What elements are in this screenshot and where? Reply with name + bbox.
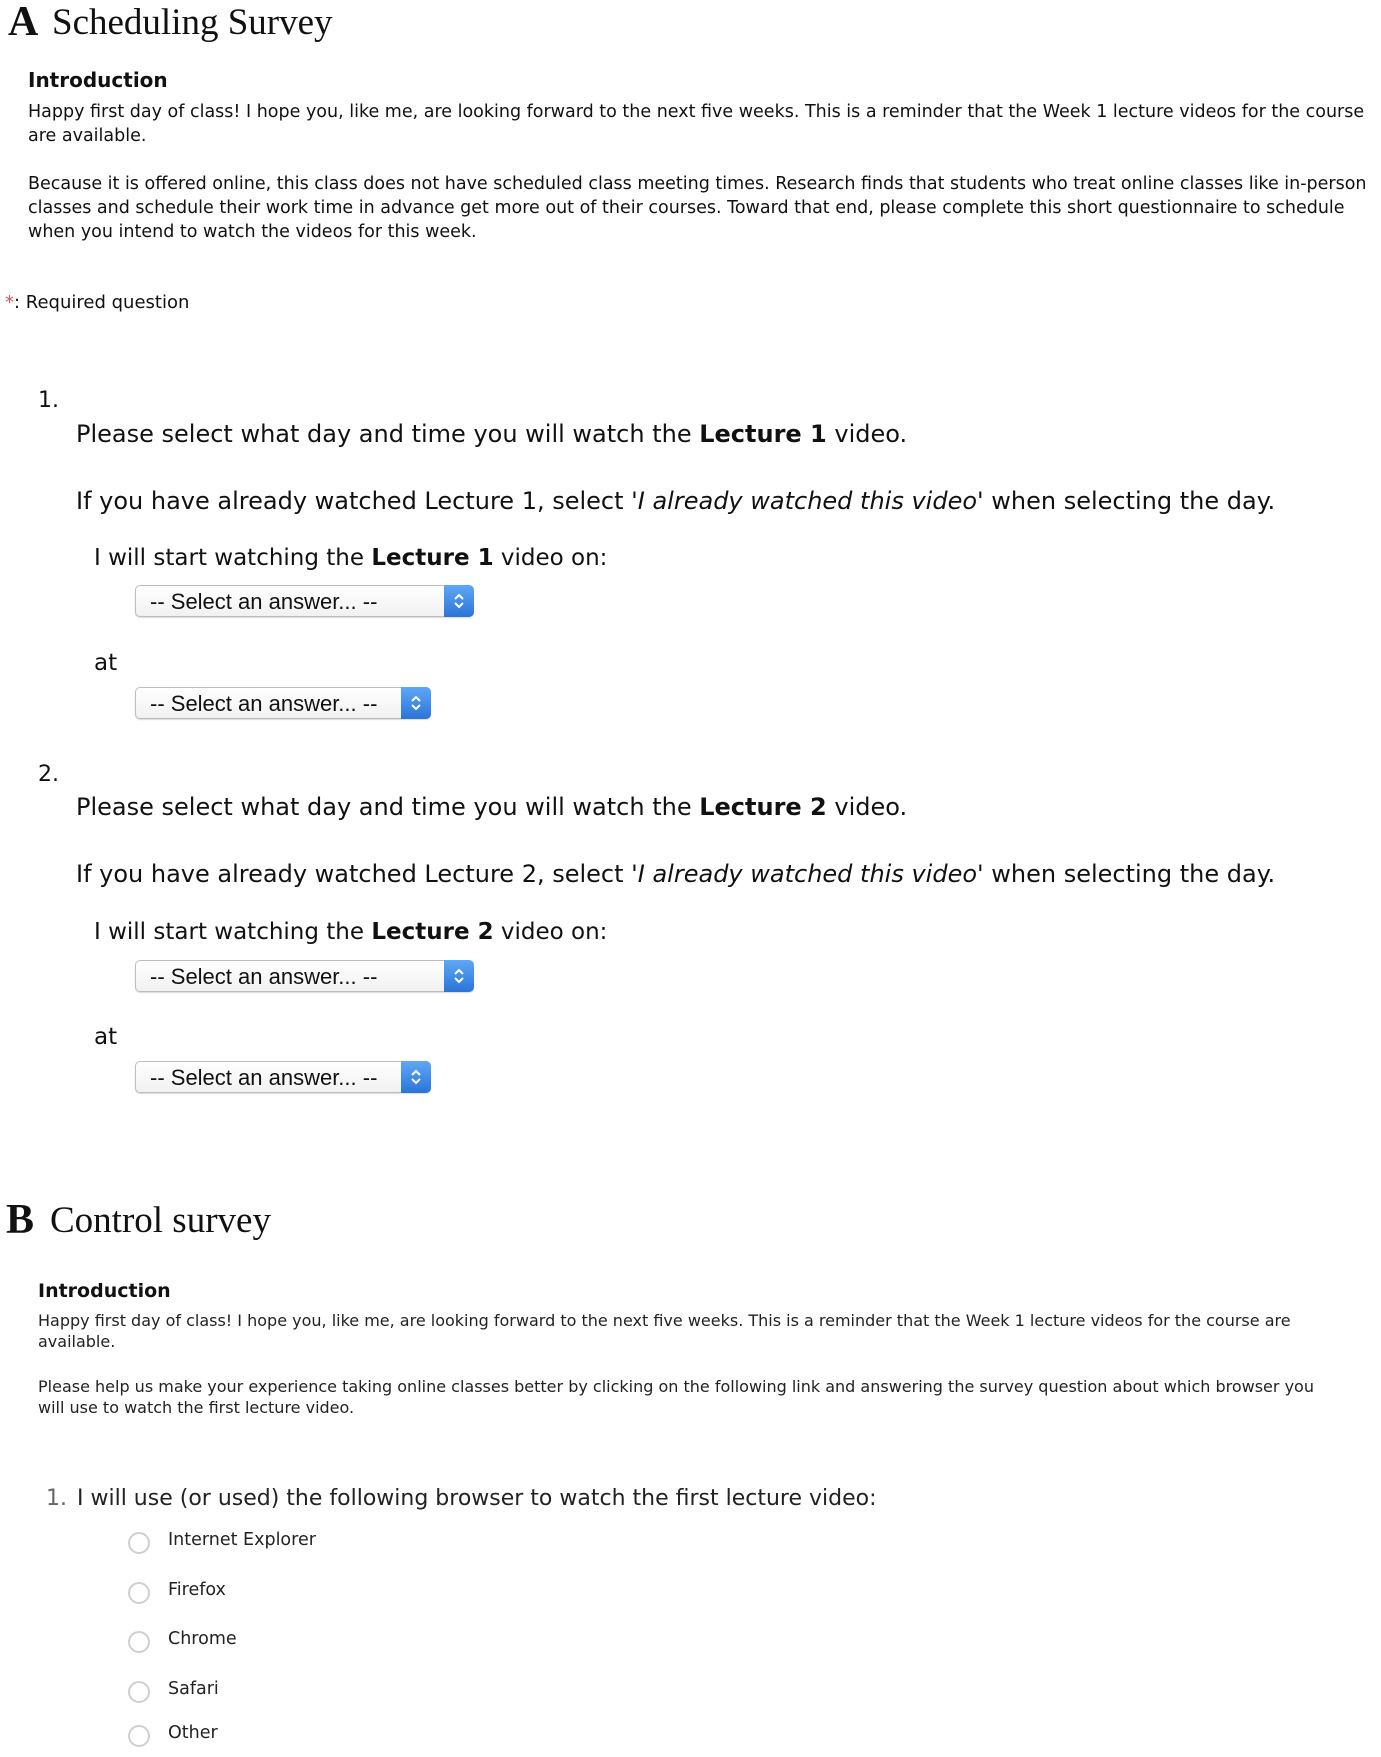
panel-a-intro-paragraph-2: Because it is offered online, this class does not have scheduled class meeting times. Research finds that students who treat online classes like in-person classes and schedule their work time in advance get more out of their courses. Toward that end, please complete this short questionnaire to schedule when you intend to watch the videos for this week. — [28, 174, 1367, 242]
panel-a-title: Scheduling Survey — [52, 2, 333, 43]
question-1-day-select[interactable] — [135, 585, 474, 617]
select-chevron-icon[interactable] — [401, 1061, 431, 1093]
question-1-line-1 — [76, 420, 907, 448]
panel-b-intro-paragraph-1: Happy first day of class! I hope you, like me, are looking forward to the next five weeks. This is a reminder that the Week 1 lecture videos for the course are available. — [38, 1311, 1291, 1351]
radio-button[interactable] — [128, 1631, 150, 1653]
browser-option-label: Other — [168, 1723, 218, 1743]
question-1-time-select[interactable] — [135, 687, 431, 719]
question-2-day-select[interactable] — [135, 960, 474, 992]
radio-button[interactable] — [128, 1532, 150, 1554]
panel-a-intro-paragraph-1: Happy first day of class! I hope you, like me, are looking forward to the next five weeks. This is a reminder that the Week 1 lecture videos for the course are available. — [28, 102, 1365, 146]
browser-option-label: Internet Explorer — [168, 1530, 316, 1550]
question-1-line-1-bold: Lecture 1 — [699, 420, 827, 448]
question-2-start-text: I will start watching the — [94, 919, 372, 945]
panel-b-question-text: I will use (or used) the following browser to watch the first lecture video: — [77, 1486, 877, 1511]
question-1-line-1-text: Please select what day and time you will watch the — [76, 420, 700, 448]
question-1-line-2 — [76, 487, 1275, 515]
question-1-line-2-text: If you have already watched Lecture 1, select ' — [76, 487, 638, 515]
question-2-line-2-italic: I already watched this video — [637, 860, 978, 888]
question-1-start-bold: Lecture 1 — [371, 545, 494, 571]
required-text: : Required question — [14, 292, 190, 313]
question-1-start-end: video on: — [493, 545, 608, 571]
question-2-line-2 — [76, 860, 1275, 888]
panel-b-question — [46, 1486, 877, 1511]
select-chevron-icon[interactable] — [444, 960, 474, 992]
question-2-start-label — [94, 919, 607, 945]
panel-b-intro-heading: Introduction — [38, 1280, 171, 1302]
question-2-line-2-text: If you have already watched Lecture 2, select ' — [76, 860, 638, 888]
question-1-line-1-end: video. — [826, 420, 908, 448]
question-1-at-label: at — [94, 650, 118, 676]
required-question-note — [5, 292, 189, 313]
radio-button[interactable] — [128, 1582, 150, 1604]
question-2-line-1-end: video. — [826, 793, 908, 821]
question-2-line-1-bold: Lecture 2 — [699, 793, 827, 821]
panel-b-intro-paragraph-2: Please help us make your experience taking online classes better by clicking on the following link and answering the survey question about which browser you will use to watch the first lecture video. — [38, 1377, 1314, 1417]
panel-b-letter: B — [6, 1197, 35, 1243]
question-2-time-select[interactable] — [135, 1061, 431, 1093]
question-2-number: 2. — [38, 762, 59, 787]
question-2-day-select-value: -- Select an answer... -- — [150, 964, 378, 989]
question-2-line-2-end: ' when selecting the day. — [977, 860, 1276, 888]
question-1-line-2-end: ' when selecting the day. — [977, 487, 1276, 515]
question-1-start-text: I will start watching the — [94, 545, 372, 571]
question-1-line-2-italic: I already watched this video — [637, 487, 978, 515]
question-2-time-select-value: -- Select an answer... -- — [150, 1065, 378, 1090]
browser-option-label: Firefox — [168, 1580, 226, 1600]
panel-a-letter: A — [8, 0, 39, 45]
panel-a-intro-heading: Introduction — [28, 68, 168, 92]
question-1-day-select-value: -- Select an answer... -- — [150, 589, 378, 614]
browser-option-label: Chrome — [168, 1629, 237, 1649]
radio-button[interactable] — [128, 1725, 150, 1747]
question-1-time-select-value: -- Select an answer... -- — [150, 691, 378, 716]
select-chevron-icon[interactable] — [444, 585, 474, 617]
select-chevron-icon[interactable] — [401, 687, 431, 719]
required-star: * — [5, 292, 14, 313]
question-1-start-label — [94, 545, 607, 571]
question-2-line-1-text: Please select what day and time you will watch the — [76, 793, 700, 821]
question-1-number: 1. — [38, 388, 59, 413]
panel-b-title: Control survey — [50, 1200, 271, 1241]
question-2-start-end: video on: — [493, 919, 608, 945]
radio-button[interactable] — [128, 1681, 150, 1703]
question-2-start-bold: Lecture 2 — [371, 919, 494, 945]
browser-option-label: Safari — [168, 1679, 219, 1699]
question-2-at-label: at — [94, 1024, 118, 1050]
question-2-line-1 — [76, 793, 907, 821]
panel-b-question-number: 1. — [46, 1486, 67, 1511]
